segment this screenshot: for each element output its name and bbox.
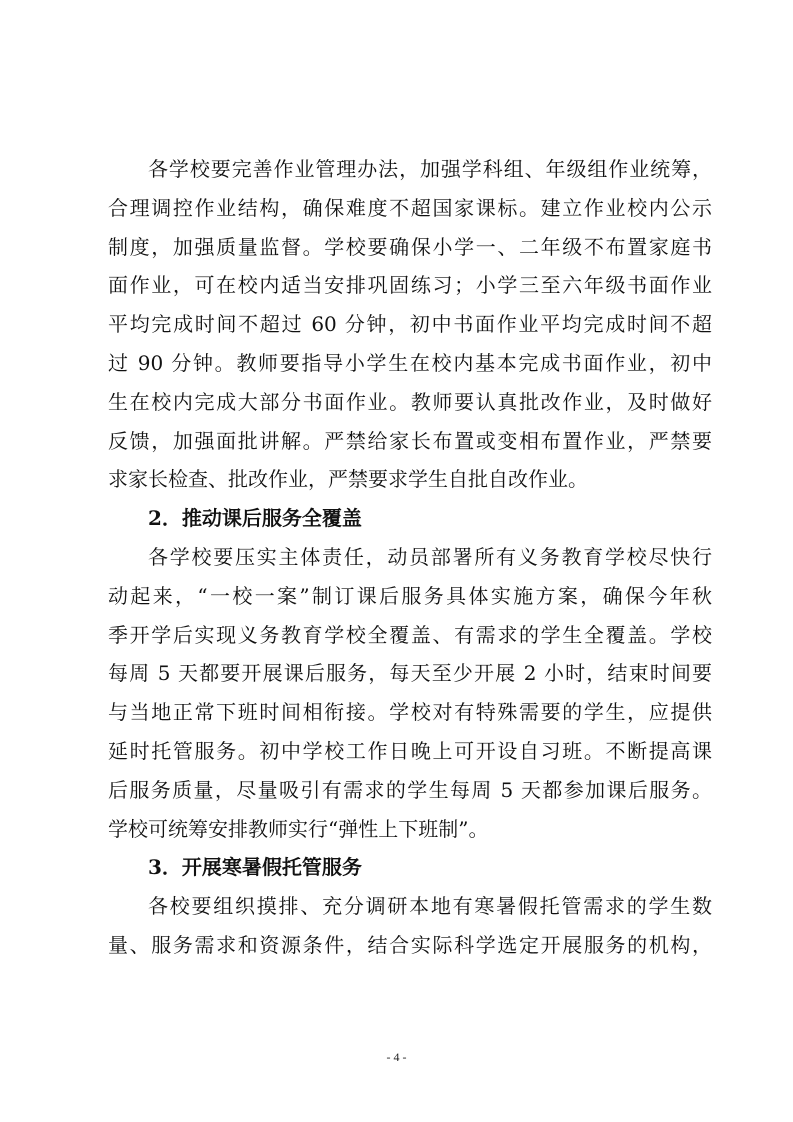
body-line: 与当地正常下班时间相衔接。学校对有特殊需要的学生，应提供 bbox=[108, 700, 712, 725]
body-line: 各校要组织摸排、充分调研本地有寒暑假托管需求的学生数 bbox=[148, 894, 712, 919]
body-line: 季开学后实现义务教育学校全覆盖、有需求的学生全覆盖。学校 bbox=[108, 622, 712, 647]
body-line: 量、服务需求和资源条件，结合实际科学选定开展服务的机构， bbox=[108, 932, 712, 957]
body-line: 合理调控作业结构，确保难度不超国家课标。建立作业校内公示 bbox=[108, 195, 712, 220]
page-number: - 4 - bbox=[386, 1050, 407, 1064]
section-heading: 3．开展寒暑假托管服务 bbox=[148, 855, 362, 880]
body-line: 学校可统筹安排教师实行“弹性上下班制”。 bbox=[108, 816, 489, 841]
document-body bbox=[108, 150, 712, 965]
body-line: 制度，加强质量监督。学校要确保小学一、二年级不布置家庭书 bbox=[108, 234, 712, 259]
body-line: 生在校内完成大部分书面作业。教师要认真批改作业，及时做好 bbox=[108, 389, 712, 414]
body-line: 过 90 分钟。教师要指导小学生在校内基本完成书面作业，初中 bbox=[108, 350, 712, 375]
body-line: 延时托管服务。初中学校工作日晚上可开设自习班。不断提高课 bbox=[108, 738, 712, 763]
body-line: 后服务质量，尽量吸引有需求的学生每周 5 天都参加课后服务。 bbox=[108, 777, 712, 802]
section-heading: 2．推动课后服务全覆盖 bbox=[148, 506, 362, 531]
body-line: 反馈，加强面批讲解。严禁给家长布置或变相布置作业，严禁要 bbox=[108, 428, 712, 453]
body-line: 每周 5 天都要开展课后服务，每天至少开展 2 小时，结束时间要 bbox=[108, 661, 712, 686]
body-line: 动起来，“一校一案”制订课后服务具体实施方案，确保今年秋 bbox=[108, 583, 712, 608]
body-line: 面作业，可在校内适当安排巩固练习；小学三至六年级书面作业 bbox=[108, 273, 712, 298]
body-line: 平均完成时间不超过 60 分钟，初中书面作业平均完成时间不超 bbox=[108, 312, 712, 337]
body-line: 求家长检查、批改作业，严禁要求学生自批自改作业。 bbox=[108, 467, 588, 492]
body-line: 各学校要完善作业管理办法，加强学科组、年级组作业统筹， bbox=[148, 157, 712, 181]
body-line: 各学校要压实主体责任，动员部署所有义务教育学校尽快行 bbox=[148, 544, 712, 569]
